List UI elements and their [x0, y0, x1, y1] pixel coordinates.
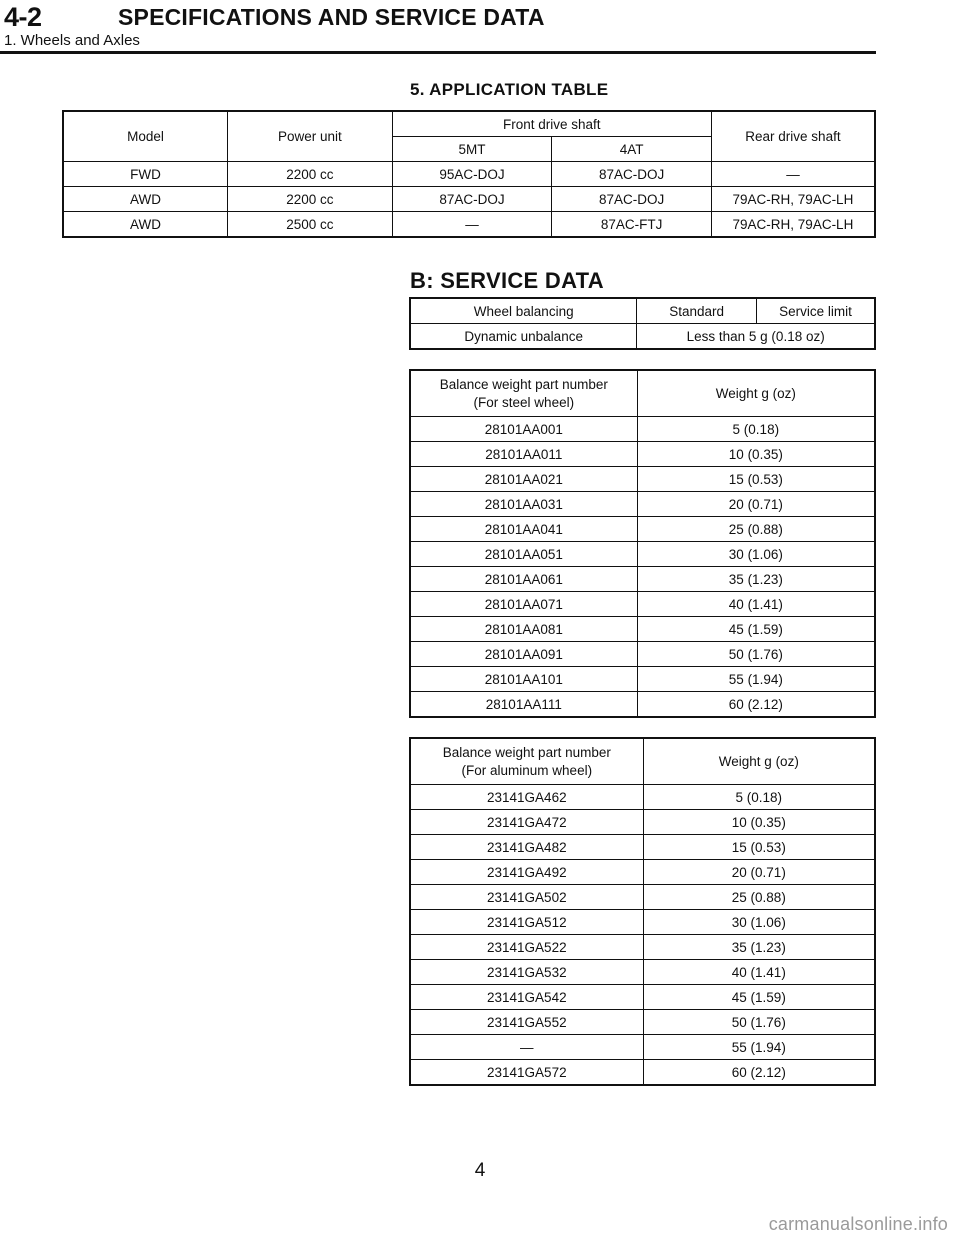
- header-power-unit: Power unit: [228, 111, 393, 162]
- header-part-number-line1: Balance weight part number: [442, 744, 611, 760]
- cell-part-number: 28101AA041: [410, 517, 637, 542]
- application-table-title: 5. APPLICATION TABLE: [410, 80, 609, 99]
- table-row: [410, 910, 875, 935]
- cell-part-number: 23141GA542: [410, 985, 643, 1010]
- header-standard: Standard: [637, 298, 757, 324]
- cell-part-number: 28101AA031: [410, 492, 637, 517]
- cell-part-number: 23141GA502: [410, 885, 643, 910]
- table-row: [410, 835, 875, 860]
- header-front-drive-shaft: Front drive shaft: [392, 111, 711, 137]
- cell-4at: 87AC-FTJ: [552, 212, 712, 238]
- table-row: [410, 810, 875, 835]
- section-number: 4-2: [4, 2, 42, 32]
- page-title: SPECIFICATIONS AND SERVICE DATA: [118, 4, 545, 30]
- aluminum-weight-table: [409, 737, 876, 1086]
- table-row: [410, 592, 875, 617]
- aluminum-rows: [410, 785, 875, 1086]
- cell-weight: 55 (1.94): [643, 1035, 875, 1060]
- cell-weight: 60 (2.12): [643, 1060, 875, 1086]
- header-rear-drive-shaft: Rear drive shaft: [711, 111, 875, 162]
- header-wheel-balancing: Wheel balancing: [410, 298, 637, 324]
- cell-part-number: 23141GA532: [410, 960, 643, 985]
- table-row: [410, 692, 875, 718]
- cell-weight: 10 (0.35): [643, 810, 875, 835]
- cell-weight: 15 (0.53): [643, 835, 875, 860]
- header-part-number: [410, 370, 637, 417]
- header-weight: Weight g (oz): [643, 738, 875, 785]
- cell-weight: 40 (1.41): [643, 960, 875, 985]
- table-row: [63, 187, 875, 212]
- cell-part-number: 28101AA071: [410, 592, 637, 617]
- cell-weight: 20 (0.71): [637, 492, 875, 517]
- cell-item: Dynamic unbalance: [410, 324, 637, 350]
- cell-value: Less than 5 g (0.18 oz): [637, 324, 875, 350]
- cell-part-number: 23141GA472: [410, 810, 643, 835]
- cell-rear: 79AC-RH, 79AC-LH: [711, 187, 875, 212]
- cell-weight: 40 (1.41): [637, 592, 875, 617]
- header-5mt: 5MT: [392, 137, 552, 162]
- cell-weight: 35 (1.23): [643, 935, 875, 960]
- table-row: [63, 162, 875, 187]
- table-row: [410, 617, 875, 642]
- cell-weight: 5 (0.18): [637, 417, 875, 442]
- table-row: [410, 960, 875, 985]
- cell-weight: 60 (2.12): [637, 692, 875, 718]
- cell-rear: 79AC-RH, 79AC-LH: [711, 212, 875, 238]
- cell-part-number: 23141GA522: [410, 935, 643, 960]
- table-row: [410, 860, 875, 885]
- table-row: [410, 1060, 875, 1086]
- cell-model: FWD: [63, 162, 228, 187]
- cell-5mt: 87AC-DOJ: [392, 187, 552, 212]
- header-part-number-line1: Balance weight part number: [439, 376, 608, 392]
- cell-part-number: 23141GA552: [410, 1010, 643, 1035]
- table-row: [410, 442, 875, 467]
- steel-rows: [410, 417, 875, 718]
- cell-weight: 15 (0.53): [637, 467, 875, 492]
- table-row: [410, 667, 875, 692]
- table-row: [410, 1010, 875, 1035]
- cell-power-unit: 2200 cc: [228, 187, 393, 212]
- table-row: [410, 542, 875, 567]
- cell-part-number: 23141GA462: [410, 785, 643, 810]
- table-row: [410, 935, 875, 960]
- cell-power-unit: 2500 cc: [228, 212, 393, 238]
- table-row: [63, 212, 875, 238]
- table-row: [410, 567, 875, 592]
- cell-5mt: 95AC-DOJ: [392, 162, 552, 187]
- cell-weight: 25 (0.88): [643, 885, 875, 910]
- table-row: [410, 517, 875, 542]
- cell-part-number: 28101AA051: [410, 542, 637, 567]
- page-number: 4: [474, 1160, 486, 1181]
- cell-part-number: 28101AA101: [410, 667, 637, 692]
- table-row: [410, 467, 875, 492]
- cell-part-number: —: [410, 1035, 643, 1060]
- cell-weight: 45 (1.59): [637, 617, 875, 642]
- cell-model: AWD: [63, 212, 228, 238]
- cell-weight: 20 (0.71): [643, 860, 875, 885]
- table-row: [410, 985, 875, 1010]
- cell-part-number: 23141GA482: [410, 835, 643, 860]
- watermark: carmanualsonline.info: [768, 1214, 948, 1234]
- cell-power-unit: 2200 cc: [228, 162, 393, 187]
- cell-part-number: 23141GA572: [410, 1060, 643, 1086]
- table-row: [410, 492, 875, 517]
- cell-part-number: 28101AA001: [410, 417, 637, 442]
- cell-part-number: 28101AA011: [410, 442, 637, 467]
- cell-weight: 55 (1.94): [637, 667, 875, 692]
- service-data-title: B: SERVICE DATA: [410, 268, 604, 293]
- table-row: [410, 1035, 875, 1060]
- cell-part-number: 23141GA512: [410, 910, 643, 935]
- application-table: [62, 110, 876, 238]
- steel-weight-table: [409, 369, 876, 718]
- header-part-number-line2: (For steel wheel): [473, 394, 575, 410]
- header-part-number-line2: (For aluminum wheel): [461, 762, 593, 778]
- cell-model: AWD: [63, 187, 228, 212]
- cell-part-number: 28101AA061: [410, 567, 637, 592]
- cell-weight: 50 (1.76): [637, 642, 875, 667]
- table-row: [410, 417, 875, 442]
- header-model: Model: [63, 111, 228, 162]
- header-weight: Weight g (oz): [637, 370, 875, 417]
- cell-weight: 35 (1.23): [637, 567, 875, 592]
- header-rule: [0, 51, 876, 54]
- table-row: [410, 642, 875, 667]
- cell-part-number: 28101AA021: [410, 467, 637, 492]
- header-part-number: [410, 738, 643, 785]
- cell-part-number: 28101AA091: [410, 642, 637, 667]
- cell-4at: 87AC-DOJ: [552, 162, 712, 187]
- cell-5mt: —: [392, 212, 552, 238]
- cell-4at: 87AC-DOJ: [552, 187, 712, 212]
- cell-part-number: 23141GA492: [410, 860, 643, 885]
- cell-rear: —: [711, 162, 875, 187]
- cell-weight: 30 (1.06): [643, 910, 875, 935]
- cell-weight: 30 (1.06): [637, 542, 875, 567]
- cell-weight: 45 (1.59): [643, 985, 875, 1010]
- header-4at: 4AT: [552, 137, 712, 162]
- header-service-limit: Service limit: [756, 298, 875, 324]
- table-row: [410, 785, 875, 810]
- cell-weight: 5 (0.18): [643, 785, 875, 810]
- cell-part-number: 28101AA111: [410, 692, 637, 718]
- cell-part-number: 28101AA081: [410, 617, 637, 642]
- service-data-table: [409, 297, 876, 350]
- cell-weight: 10 (0.35): [637, 442, 875, 467]
- table-row: [410, 324, 875, 350]
- cell-weight: 50 (1.76): [643, 1010, 875, 1035]
- page-subtitle: 1. Wheels and Axles: [4, 32, 140, 49]
- table-row: [410, 885, 875, 910]
- cell-weight: 25 (0.88): [637, 517, 875, 542]
